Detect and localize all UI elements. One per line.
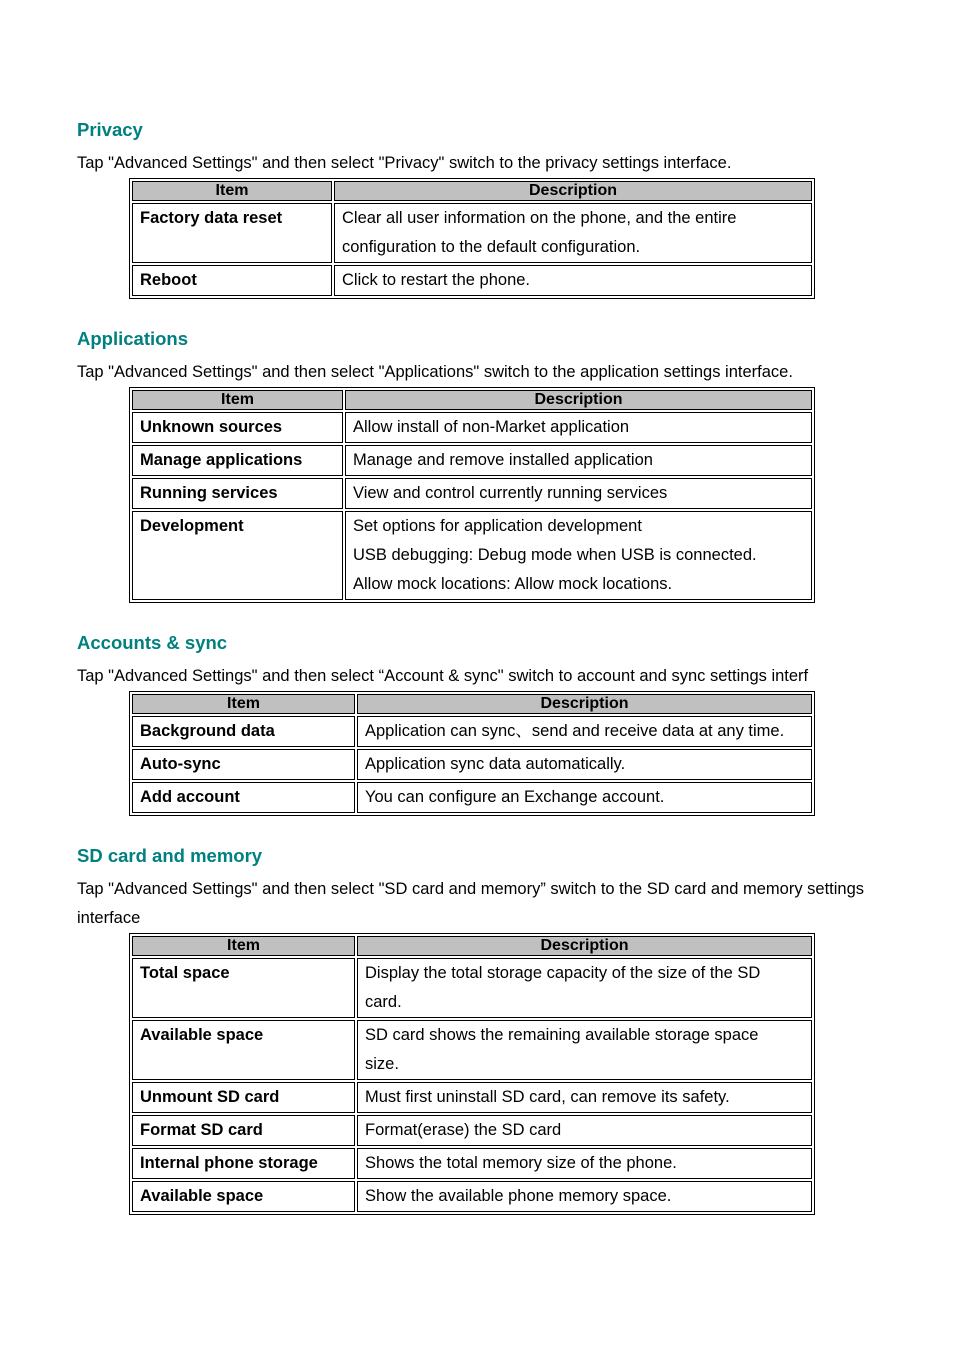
item-cell: Unmount SD card (132, 1082, 355, 1113)
description-line: size. (365, 1055, 399, 1073)
table-header-row (132, 181, 812, 201)
section-title: SD card and memory (77, 845, 263, 866)
header-description: Description (357, 936, 812, 956)
table-row (132, 1181, 812, 1212)
item-cell: Available space (132, 1181, 355, 1212)
header-item: Item (132, 181, 332, 201)
table-row (132, 1020, 812, 1080)
settings-table (129, 691, 815, 816)
header-item: Item (132, 390, 343, 410)
settings-table (129, 933, 815, 1215)
item-cell: Background data (132, 716, 355, 747)
item-cell: Total space (132, 958, 355, 1018)
header-item: Item (132, 694, 355, 714)
table-row (132, 412, 812, 443)
description-cell: Manage and remove installed application (345, 445, 812, 476)
header-item: Item (132, 936, 355, 956)
section-intro: Tap "Advanced Settings" and then select "Privacy" switch to the privacy settings interface. (77, 154, 732, 172)
header-description: Description (334, 181, 812, 201)
description-line: configuration to the default configuration. (342, 238, 641, 256)
table-row (132, 511, 812, 600)
description-cell: Application can sync、send and receive data at any time. (357, 716, 812, 747)
table-row (132, 749, 812, 780)
section-intro: Tap "Advanced Settings" and then select "Applications" switch to the application settings interface. (77, 363, 793, 381)
description-cell (357, 1020, 812, 1080)
description-line: Clear all user information on the phone, and the entire (342, 209, 737, 227)
item-cell: Manage applications (132, 445, 343, 476)
section-intro: Tap "Advanced Settings" and then select "SD card and memory” switch to the SD card and memory settings interface (77, 880, 865, 927)
table-row (132, 1115, 812, 1146)
description-cell: View and control currently running services (345, 478, 812, 509)
description-line: Display the total storage capacity of the size of the SD (365, 964, 761, 982)
settings-table (129, 387, 815, 603)
description-line: card. (365, 993, 402, 1011)
header-description: Description (357, 694, 812, 714)
item-cell: Development (132, 511, 343, 600)
item-cell: Available space (132, 1020, 355, 1080)
description-cell: Application sync data automatically. (357, 749, 812, 780)
section-title: Privacy (77, 119, 143, 140)
settings-table (129, 178, 815, 299)
section-title: Applications (77, 328, 189, 349)
item-cell: Internal phone storage (132, 1148, 355, 1179)
description-line: Allow mock locations: Allow mock locations. (353, 575, 673, 593)
table-row (132, 782, 812, 813)
description-cell (334, 203, 812, 263)
item-cell: Format SD card (132, 1115, 355, 1146)
item-cell: Factory data reset (132, 203, 332, 263)
table-row (132, 203, 812, 263)
table-row (132, 958, 812, 1018)
description-line: Set options for application development (353, 517, 642, 535)
description-cell: Format(erase) the SD card (357, 1115, 812, 1146)
section-privacy (77, 117, 877, 299)
table-row (132, 716, 812, 747)
section-title: Accounts & sync (77, 632, 228, 653)
section-applications (77, 326, 877, 603)
description-cell (357, 958, 812, 1018)
description-cell (345, 511, 812, 600)
description-line: SD card shows the remaining available storage space (365, 1026, 759, 1044)
description-line: USB debugging: Debug mode when USB is connected. (353, 546, 757, 564)
item-cell: Unknown sources (132, 412, 343, 443)
item-cell: Add account (132, 782, 355, 813)
table-row (132, 1148, 812, 1179)
table-row (132, 445, 812, 476)
table-header-row (132, 936, 812, 956)
section-intro: Tap "Advanced Settings" and then select “Account & sync" switch to account and sync settings interf (77, 667, 809, 685)
table-row (132, 265, 812, 296)
item-cell: Running services (132, 478, 343, 509)
table-row (132, 478, 812, 509)
table-row (132, 1082, 812, 1113)
description-cell: Click to restart the phone. (334, 265, 812, 296)
description-cell: Allow install of non-Market application (345, 412, 812, 443)
description-cell: Show the available phone memory space. (357, 1181, 812, 1212)
description-cell: You can configure an Exchange account. (357, 782, 812, 813)
table-header-row (132, 390, 812, 410)
description-cell: Shows the total memory size of the phone. (357, 1148, 812, 1179)
document-page (77, 117, 877, 1242)
section-sd-card-memory (77, 843, 877, 1215)
item-cell: Reboot (132, 265, 332, 296)
section-accounts-sync (77, 630, 877, 816)
item-cell: Auto-sync (132, 749, 355, 780)
header-description: Description (345, 390, 812, 410)
description-cell: Must first uninstall SD card, can remove its safety. (357, 1082, 812, 1113)
table-header-row (132, 694, 812, 714)
